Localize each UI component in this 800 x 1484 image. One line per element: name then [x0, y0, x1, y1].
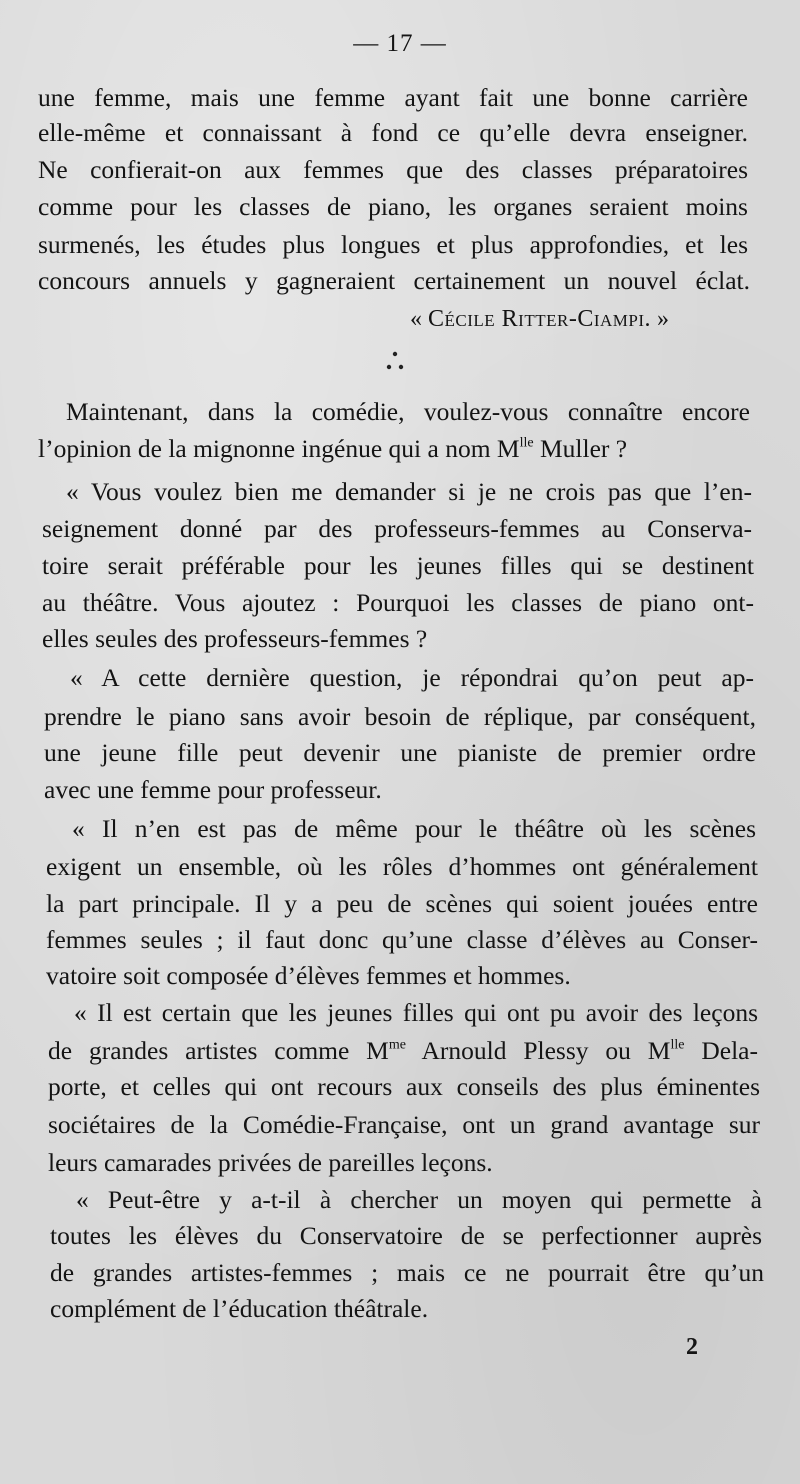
text-span: l’opinion de la mignonne ingénue qui a nom M [38, 434, 520, 463]
text-line: sociétaires de la Comédie-Française, ont un grand avantage sur [48, 1110, 760, 1139]
text-line: femmes seules ; il faut donc qu’une classe d’élèves au Conser- [46, 925, 758, 954]
text-line: elle-même et connaissant à fond ce qu’elle devra enseigner. [38, 118, 748, 147]
abbrev-superscript: me [388, 1037, 406, 1053]
text-span: Dela- [684, 1036, 758, 1065]
text-line: prendre le piano sans avoir besoin de réplique, par conséquent, [44, 702, 756, 731]
signature-mark: 2 [686, 1334, 698, 1360]
text-line: une jeune fille peut devenir une pianiste de premier ordre [44, 738, 756, 767]
text-line: « A cette dernière question, je répondrai qu’on peut ap- [70, 663, 754, 692]
text-line: la part principale. Il y a peu de scènes qui soient jouées entre [46, 889, 758, 918]
text-line: exigent un ensemble, où les rôles d’hommes ont généralement [46, 852, 758, 881]
signature-name: Cécile Ritter-Ciampi. [428, 306, 651, 332]
text-span: de grandes artistes comme M [48, 1036, 389, 1065]
text-line: elles seules des professeurs-femmes ? [42, 624, 428, 653]
text-line: vatoire soit composée d’élèves femmes et hommes. [46, 961, 571, 990]
text-line: « Vous voulez bien me demander si je ne crois pas que l’en- [66, 477, 752, 506]
text-line: « Il n’en est pas de même pour le théâtre où les scènes [72, 814, 756, 843]
text-line: comme pour les classes de piano, les organes seraient moins [38, 192, 748, 221]
text-line: de grandes artistes-femmes ; mais ce ne pourrait être qu’un [50, 1258, 764, 1287]
text-line: seignement donné par des professeurs-femmes au Conserva- [42, 514, 752, 543]
abbrev-superscript: lle [519, 435, 534, 451]
text-line: complément de l’éducation théâtrale. [50, 1294, 429, 1323]
text-line: concours annuels y gagneraient certainement un nouvel éclat. [38, 266, 750, 295]
text-line: porte, et celles qui ont recours aux conseils des plus éminentes [48, 1072, 760, 1101]
text-span: Arnould Plessy ou M [405, 1036, 671, 1065]
text-line: toire serait préférable pour les jeunes filles qui se destinent [42, 551, 754, 580]
text-line: « Il est certain que les jeunes filles qui ont pu avoir des leçons [74, 998, 758, 1027]
text-line: avec une femme pour professeur. [44, 775, 382, 804]
text-line: « Peut-être y a-t-il à chercher un moyen qui permette à [76, 1185, 762, 1214]
signature-open-quote: « [410, 306, 428, 332]
text-line [38, 434, 750, 464]
text-line: toutes les élèves du Conservatoire de se perfectionner auprès [50, 1221, 762, 1250]
text-line: Maintenant, dans la comédie, voulez-vous connaître encore [66, 397, 750, 426]
asterism-icon [380, 340, 410, 380]
letter-signature [410, 306, 669, 333]
text-line: Ne confierait-on aux femmes que des classes préparatoires [38, 155, 748, 184]
abbrev-superscript: lle [670, 1037, 685, 1053]
text-line [48, 1036, 758, 1066]
text-span: Muller ? [533, 434, 628, 463]
page-number: — 17 — [353, 30, 447, 57]
text-line: leurs camarades privées de pareilles leçons. [48, 1148, 493, 1177]
signature-close-quote: » [651, 306, 669, 332]
text-line: une femme, mais une femme ayant fait une bonne carrière [38, 83, 748, 112]
text-line: surmenés, les études plus longues et plus approfondies, et les [38, 230, 748, 259]
asterism-ornament [380, 340, 410, 380]
text-line: au théâtre. Vous ajoutez : Pourquoi les classes de piano ont- [42, 588, 754, 617]
